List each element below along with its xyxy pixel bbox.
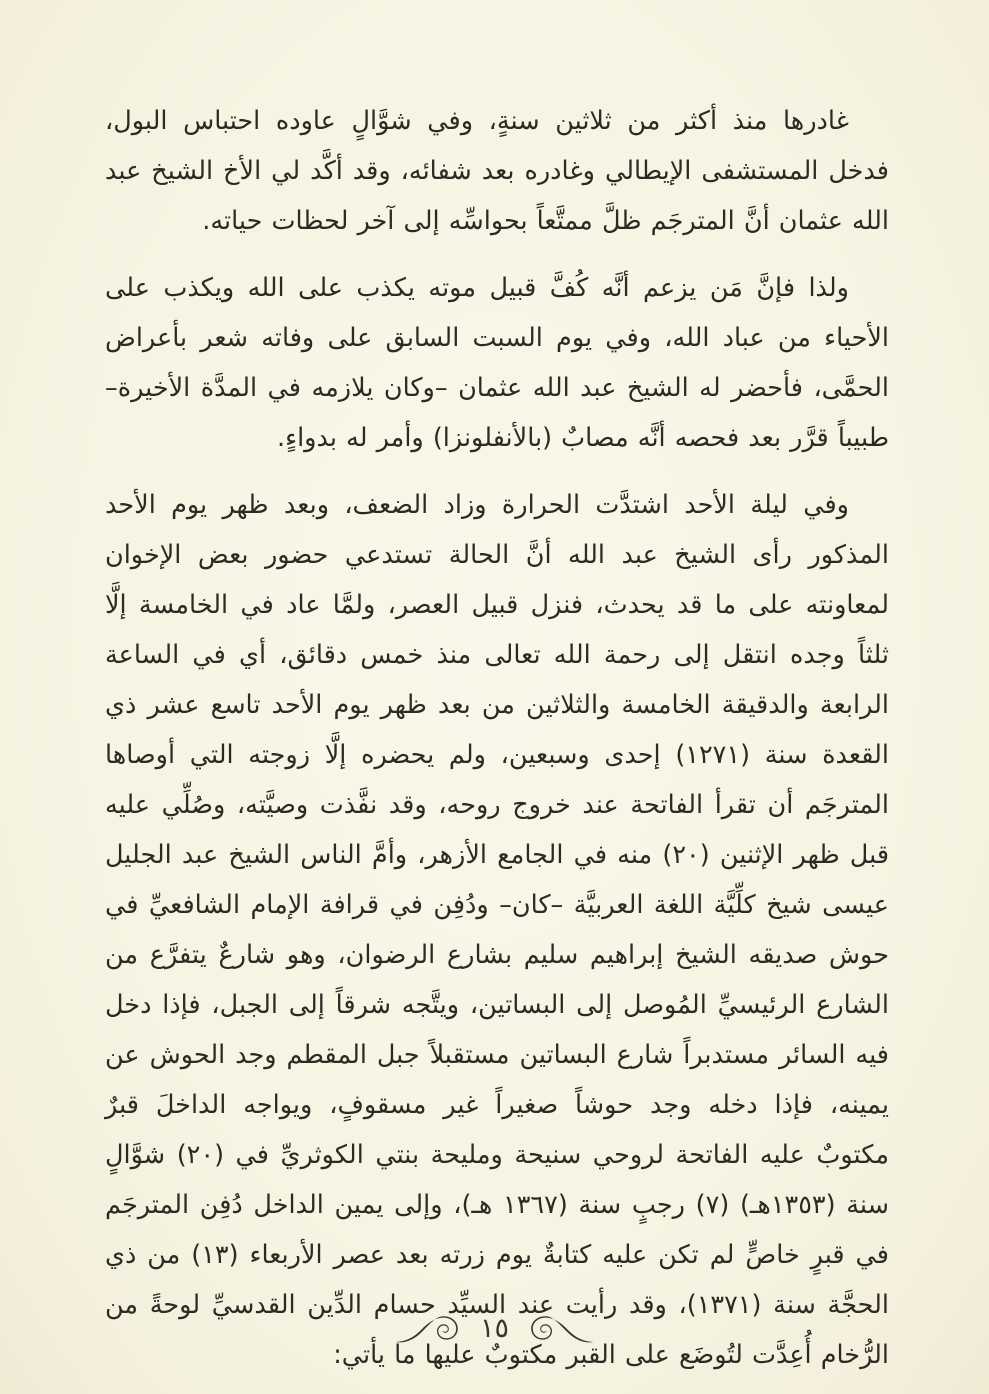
page-footer (0, 1300, 989, 1360)
page-number: ١٥ (480, 1312, 510, 1344)
swirl-flourish-icon (527, 1310, 601, 1350)
body-text (105, 96, 889, 1380)
paragraph-3: وفي ليلة الأحد اشتدَّت الحرارة وزاد الضعف، وبعد ظهر يوم الأحد المذكور رأى الشيخ عبد الله أنَّ الحالة تستدعي حضور بعض الإخوان لمعاونته على ما قد يحدث، فنزل قبيل العصر، ولمَّا عاد في الخامسة إلَّا ثلثاً وجده انتقل إلى رحمة الله تعالى منذ خمس دقائق، أي في الساعة الرابعة والدقيقة الخامسة والثلاثين من بعد ظهر يوم الأحد تاسع عشر ذي القعدة سنة (١٢٧١) إحدى وسبعين، ولم يحضره إلَّا زوجته التي أوصاها المترجَم أن تقرأ الفاتحة عند خروج روحه، وقد نفَّذت وصيَّته، وصُلِّي عليه قبل ظهر الإثنين (٢٠) منه في الجامع الأزهر، وأمَّ الناس الشيخ عبد الجليل عيسى شيخ كلِّيَّة اللغة العربيَّة –كان– ودُفِن في قرافة الإمام الشافعيِّ في حوش صديقه الشيخ إبراهيم سليم بشارع الرضوان، وهو شارعٌ يتفرَّع من الشارع الرئيسيِّ المُوصل إلى البساتين، ويتَّجه شرقاً إلى الجبل، فإذا دخل فيه السائر مستدبراً شارع البساتين مستقبلاً جبل المقطم وجد الحوش عن يمينه، فإذا دخله وجد حوشاً صغيراً غير مسقوفٍ، ويواجه الداخلَ قبرٌ مكتوبٌ عليه الفاتحة لروحي سنيحة ومليحة بنتي الكوثريِّ في (٢٠) شوَّالٍ سنة (١٣٥٣هـ) (٧) رجبٍ سنة (١٣٦٧ هـ)، وإلى يمين الداخل دُفِن المترجَم في قبرٍ خاصٍّ لم تكن عليه كتابةٌ يوم زرته بعد عصر الأربعاء (١٣) من ذي الحجَّة سنة (١٣٧١)، وقد رأيت عند السيِّد حسام الدِّين القدسيِّ لوحةً من الرُّخام أُعِدَّت لتُوضَع على القبر مكتوبٌ عليها ما يأتي: (105, 490, 890, 1370)
paragraph-2: ولذا فإنَّ مَن يزعم أنَّه كُفَّ قبيل موته يكذب على الله ويكذب على الأحياء من عباد الله، وفي يوم السبت السابق على وفاته شعر بأعراض الحمَّى، فأحضر له الشيخ عبد الله عثمان –وكان يلازمه في المدَّة الأخيرة– طبيباً قرَّر بعد فحصه أنَّه مصابٌ (بالأنفلونزا) وأمر له بدواءٍ. (105, 273, 889, 453)
paragraph-1: غادرها منذ أكثر من ثلاثين سنةٍ، وفي شوَّالٍ عاوده احتباس البول، فدخل المستشفى الإيطالي وغادره بعد شفائه، وقد أكَّد لي الأخ الشيخ عبد الله عثمان أنَّ المترجَم ظلَّ ممتَّعاً بحواسِّه إلى آخر لحظات حياته. (105, 106, 889, 236)
swirl-flourish-icon (388, 1310, 462, 1350)
